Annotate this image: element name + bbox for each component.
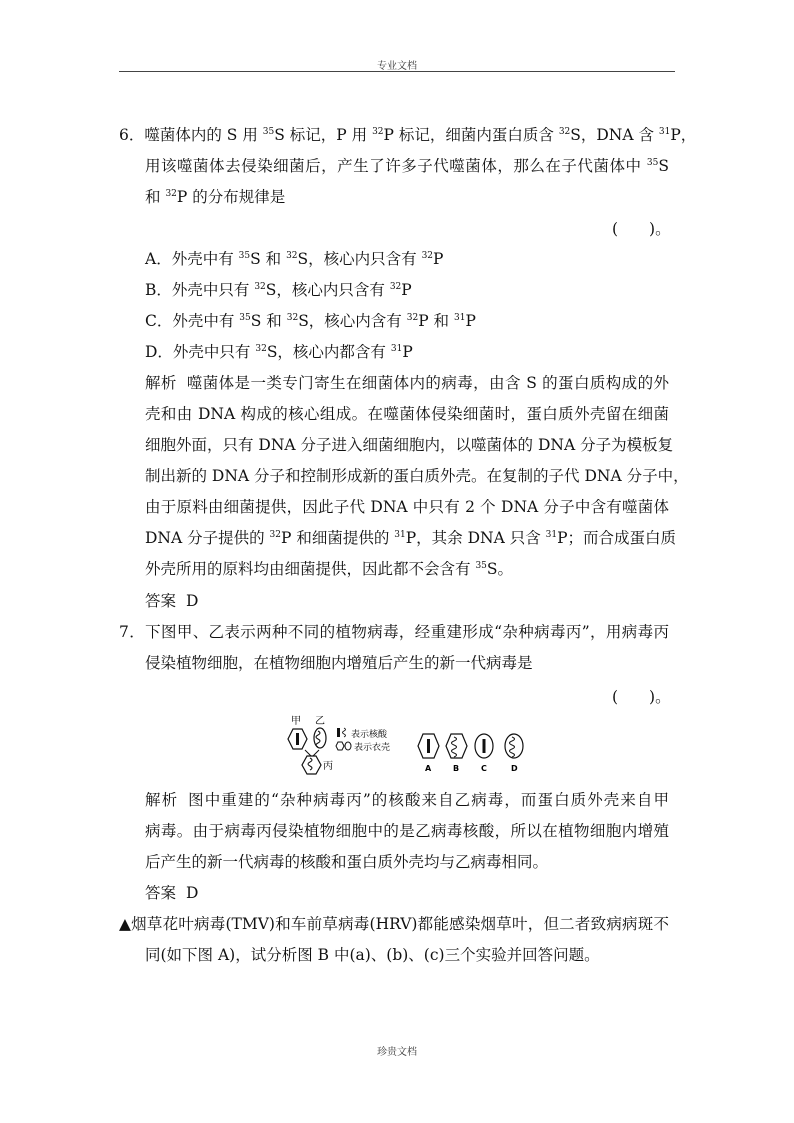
q6-line-1: 6．噬菌体内的 S 用 $^{35}$S 标记，P 用 $^{32}$P 标记，细菌内蛋白质含 $^{32}$S，DNA 含 $^{31}$P， — [119, 126, 697, 144]
q6-answer: 答案 D — [145, 592, 199, 610]
figure-label-jia: 甲 — [291, 716, 301, 727]
page-header: 专业文档 — [377, 61, 417, 72]
figure-label-bing: 丙 — [323, 761, 333, 772]
legend-capsid — [336, 742, 351, 750]
triangle-marker: ▲ — [119, 915, 132, 933]
q6-analysis-line-7: 外壳所用的原料均由细菌提供，因此都不会含有 $^{35}$S。 — [145, 560, 514, 578]
analysis-label: 解析 — [145, 374, 177, 392]
option-c-virus — [475, 734, 493, 758]
option-label-b: B — [453, 764, 460, 773]
q7-line-1: 7．下图甲、乙表示两种不同的植物病毒，经重建形成“杂种病毒丙”，用病毒丙 — [119, 623, 669, 641]
q6-answer-blank: ( )。 — [612, 220, 671, 238]
q7-answer: 答案 D — [145, 884, 199, 902]
q7-line-2: 侵染植物细胞，在植物细胞内增殖后产生的新一代病毒是 — [145, 654, 533, 672]
legend-nucleic-acid — [337, 728, 346, 737]
option-b-virus — [446, 734, 467, 758]
q6-analysis-line-5: 由于原料由细菌提供，因此子代 DNA 中只有 2 个 DNA 分子中含有噬菌体 — [145, 498, 669, 516]
virus-jia — [288, 729, 307, 749]
q6-analysis-line-6: DNA 分子提供的 $^{32}$P 和细菌提供的 $^{31}$P，其余 DNA 只含 $^{31}$P；而合成蛋白质 — [145, 529, 677, 547]
q8-line-2: 同(如下图 A)，试分析图 B 中(a)、(b)、(c)三个实验并回答问题。 — [145, 946, 600, 964]
q6-line-3: 和 $^{32}$P 的分布规律是 — [145, 188, 286, 206]
virus-bing — [302, 756, 321, 774]
q8-line-1: ▲烟草花叶病毒(TMV)和车前草病毒(HRV)都能感染烟草叶，但二者致病病斑不 — [119, 915, 669, 933]
q6-analysis-line-1: 解析 噬菌体是一类专门寄生在细菌体内的病毒，由含 S 的蛋白质构成的外 — [145, 374, 669, 392]
q6-line-2: 用该噬菌体去侵染细菌后，产生了许多子代噬菌体，那么在子代菌体中 $^{35}$S — [145, 157, 669, 175]
q6-option-c: C．外壳中有 $^{35}$S 和 $^{32}$S，核心内含有 $^{32}$P 和 $^{31}$P — [145, 312, 476, 330]
q6-option-d: D．外壳中只有 $^{32}$S，核心内都含有 $^{31}$P — [145, 343, 413, 361]
q6-analysis-line-4: 制出新的 DNA 分子和控制形成新的蛋白质外壳。在复制的子代 DNA 分子中， — [145, 467, 689, 485]
q7-analysis-line-1: 解析 图中重建的“杂种病毒丙”的核酸来自乙病毒，而蛋白质外壳来自甲 — [145, 791, 669, 809]
analysis-label: 解析 — [145, 791, 179, 809]
q7-analysis-line-2: 病毒。由于病毒丙侵染植物细胞中的是乙病毒核酸，所以在植物细胞内增殖 — [145, 822, 669, 840]
option-label-a: A — [425, 764, 432, 773]
q7-answer-blank: ( )。 — [612, 688, 671, 706]
page-footer: 珍贵文档 — [377, 1047, 417, 1058]
answer-label: 答案 — [145, 592, 177, 610]
option-d-virus — [505, 734, 523, 758]
option-a-virus — [418, 734, 439, 758]
option-label-c: C — [481, 764, 487, 773]
virus-figure — [283, 712, 533, 777]
q6-option-b: B．外壳中只有 $^{32}$S，核心内只含有 $^{32}$P — [145, 281, 412, 299]
q7-analysis-line-3: 后产生的新一代病毒的核酸和蛋白质外壳均与乙病毒相同。 — [145, 853, 549, 871]
legend-nucleic-acid-text: 表示核酸 — [351, 730, 388, 740]
virus-yi — [314, 728, 326, 748]
q6-analysis-line-2: 壳和由 DNA 构成的核心组成。在噬菌体侵染细菌时，蛋白质外壳留在细菌 — [145, 405, 669, 423]
option-label-d: D — [511, 764, 518, 773]
legend-capsid-text: 表示衣壳 — [354, 743, 391, 753]
header-rule — [119, 71, 675, 72]
figure-label-yi: 乙 — [315, 716, 325, 727]
q6-option-a: A．外壳中有 $^{35}$S 和 $^{32}$S，核心内只含有 $^{32}$P — [145, 250, 444, 268]
answer-label: 答案 — [145, 884, 177, 902]
q6-analysis-line-3: 细胞外面，只有 DNA 分子进入细菌细胞内，以噬菌体的 DNA 分子为模板复 — [145, 436, 674, 454]
